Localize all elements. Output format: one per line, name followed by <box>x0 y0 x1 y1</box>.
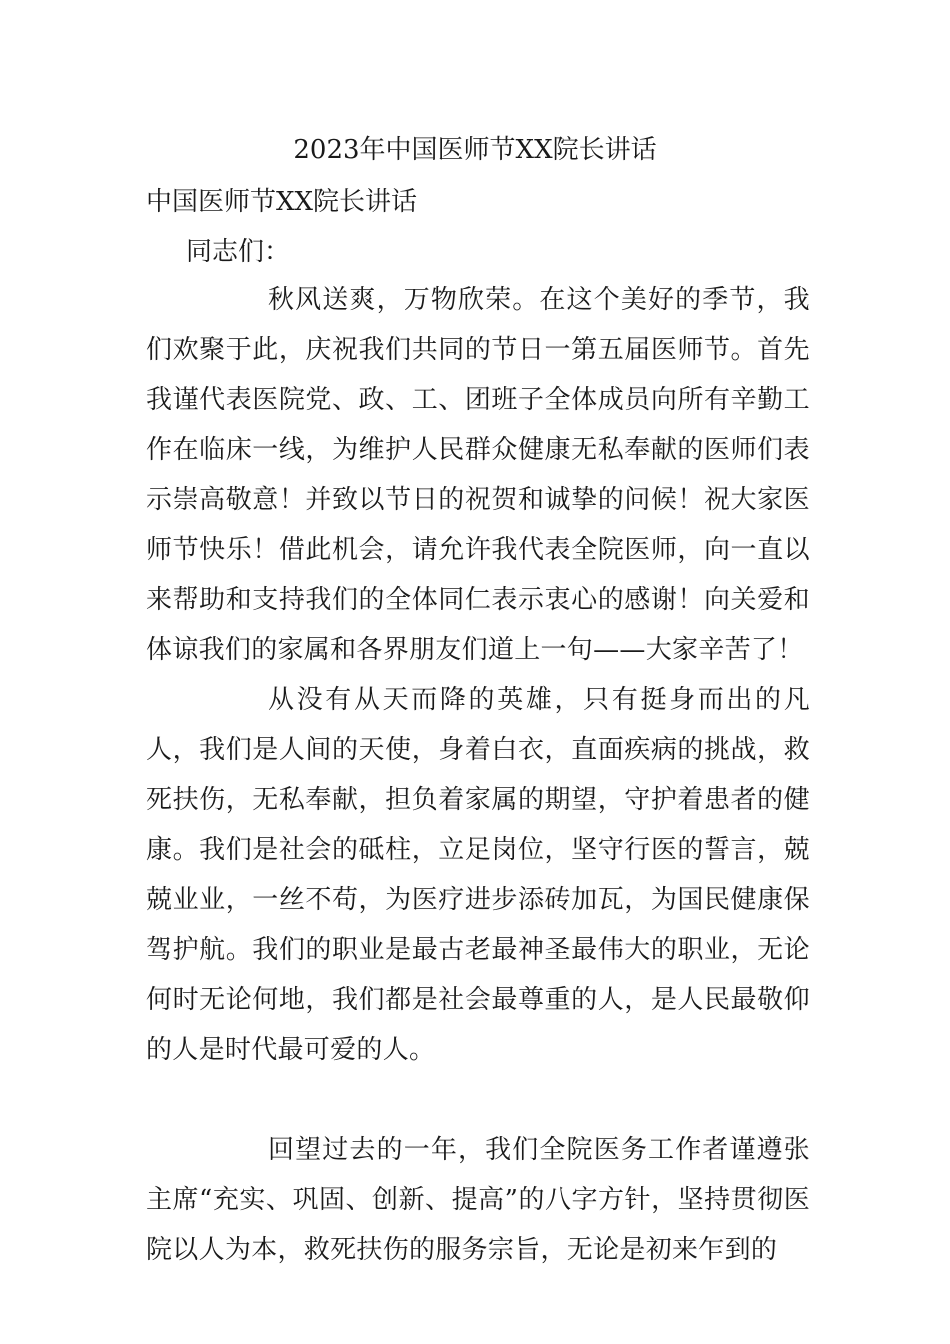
paragraph-2: 从没有从天而降的英雄，只有挺身而出的凡人，我们是人间的天使，身着白衣，直面疾病的挑战，救死扶伤，无私奉献，担负着家属的期望，守护着患者的健康。我们是社会的砥柱，立足岗位，坚守行医的誓言，兢兢业业，一丝不苟，为医疗进步添砖加瓦，为国民健康保驾护航。我们的职业是最古老最神圣最伟大的职业，无论何时无论何地，我们都是社会最尊重的人，是人民最敬仰的人是时代最可爱的人。 <box>146 685 810 1065</box>
document-title: 2023年中国医师节XX院长讲话 <box>293 135 657 165</box>
document-subtitle: 中国医师节XX院长讲话 <box>146 187 418 217</box>
paragraph-1: 秋风送爽，万物欣荣。在这个美好的季节，我们欢聚于此，庆祝我们共同的节日一第五届医师节。首先我谨代表医院党、政、工、团班子全体成员向所有辛勤工作在临床一线，为维护人民群众健康无私奉献的医师们表示崇高敬意！并致以节日的祝贺和诚挚的问候！祝大家医师节快乐！借此机会，请允许我代表全院医师，向一直以来帮助和支持我们的全体同仁表示衷心的感谢！向关爱和体谅我们的家属和各界朋友们道上一句——大家辛苦了！ <box>146 285 810 665</box>
salutation: 同志们： <box>186 237 291 267</box>
paragraph-3: 回望过去的一年，我们全院医务工作者谨遵张主席“充实、巩固、创新、提高”的八字方针，坚持贯彻医院以人为本，救死扶伤的服务宗旨，无论是初来乍到的 <box>146 1135 810 1265</box>
